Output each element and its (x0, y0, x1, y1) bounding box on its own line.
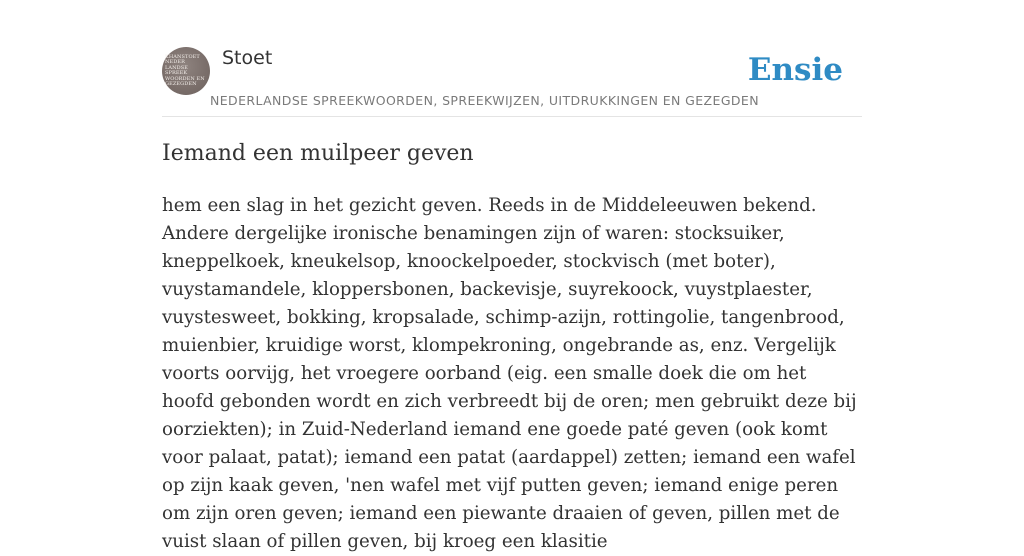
avatar-logo-text: KHANSTOET NEDER LANDSE SPREEK WOORDEN EN GEZEGDEN (165, 54, 205, 88)
entry-title: Iemand een muilpeer geven (162, 141, 474, 166)
author-name[interactable]: Stoet (222, 47, 273, 69)
header (162, 44, 862, 117)
avatar[interactable] (162, 47, 210, 95)
source-subtitle[interactable]: NEDERLANDSE SPREEKWOORDEN, SPREEKWIJZEN, UITDRUKKINGEN EN GEZEGDEN (210, 93, 759, 108)
brand-logo[interactable]: Ensie (747, 52, 843, 88)
entry-body: hem een slag in het gezicht geven. Reeds in de Middeleeuwen bekend. Andere dergelijke ironische benamingen zijn of waren: stocksuiker, kneppelkoek, kneukelsop, knoockelpoeder, stockvisch (met boter), vuystamandele, kloppersbonen, backevisje, suyrekoock, vuystplaester, vuystesweet, bokking, kropsalade, schimp-azijn, rottingolie, tangenbrood, muienbier, kruidige worst, klompekroning, ongebrande as, enz. Vergelijk voorts oorvijg, het vroegere oorband (eig. een smalle doek die om het hoofd gebonden wordt en zich verbreedt bij de oren; men gebruikt deze bij oorziekten); in Zuid-Nederland iemand ene goede paté geven (ook komt voor palaat, patat); iemand een patat (aardappel) zetten; iemand een wafel op zijn kaak geven, 'nen wafel met vijf putten geven; iemand enige peren om zijn oren geven; iemand een piewante draaien of geven, pillen met de vuist slaan of pillen geven, bij kroeg een klasitie (162, 195, 857, 552)
